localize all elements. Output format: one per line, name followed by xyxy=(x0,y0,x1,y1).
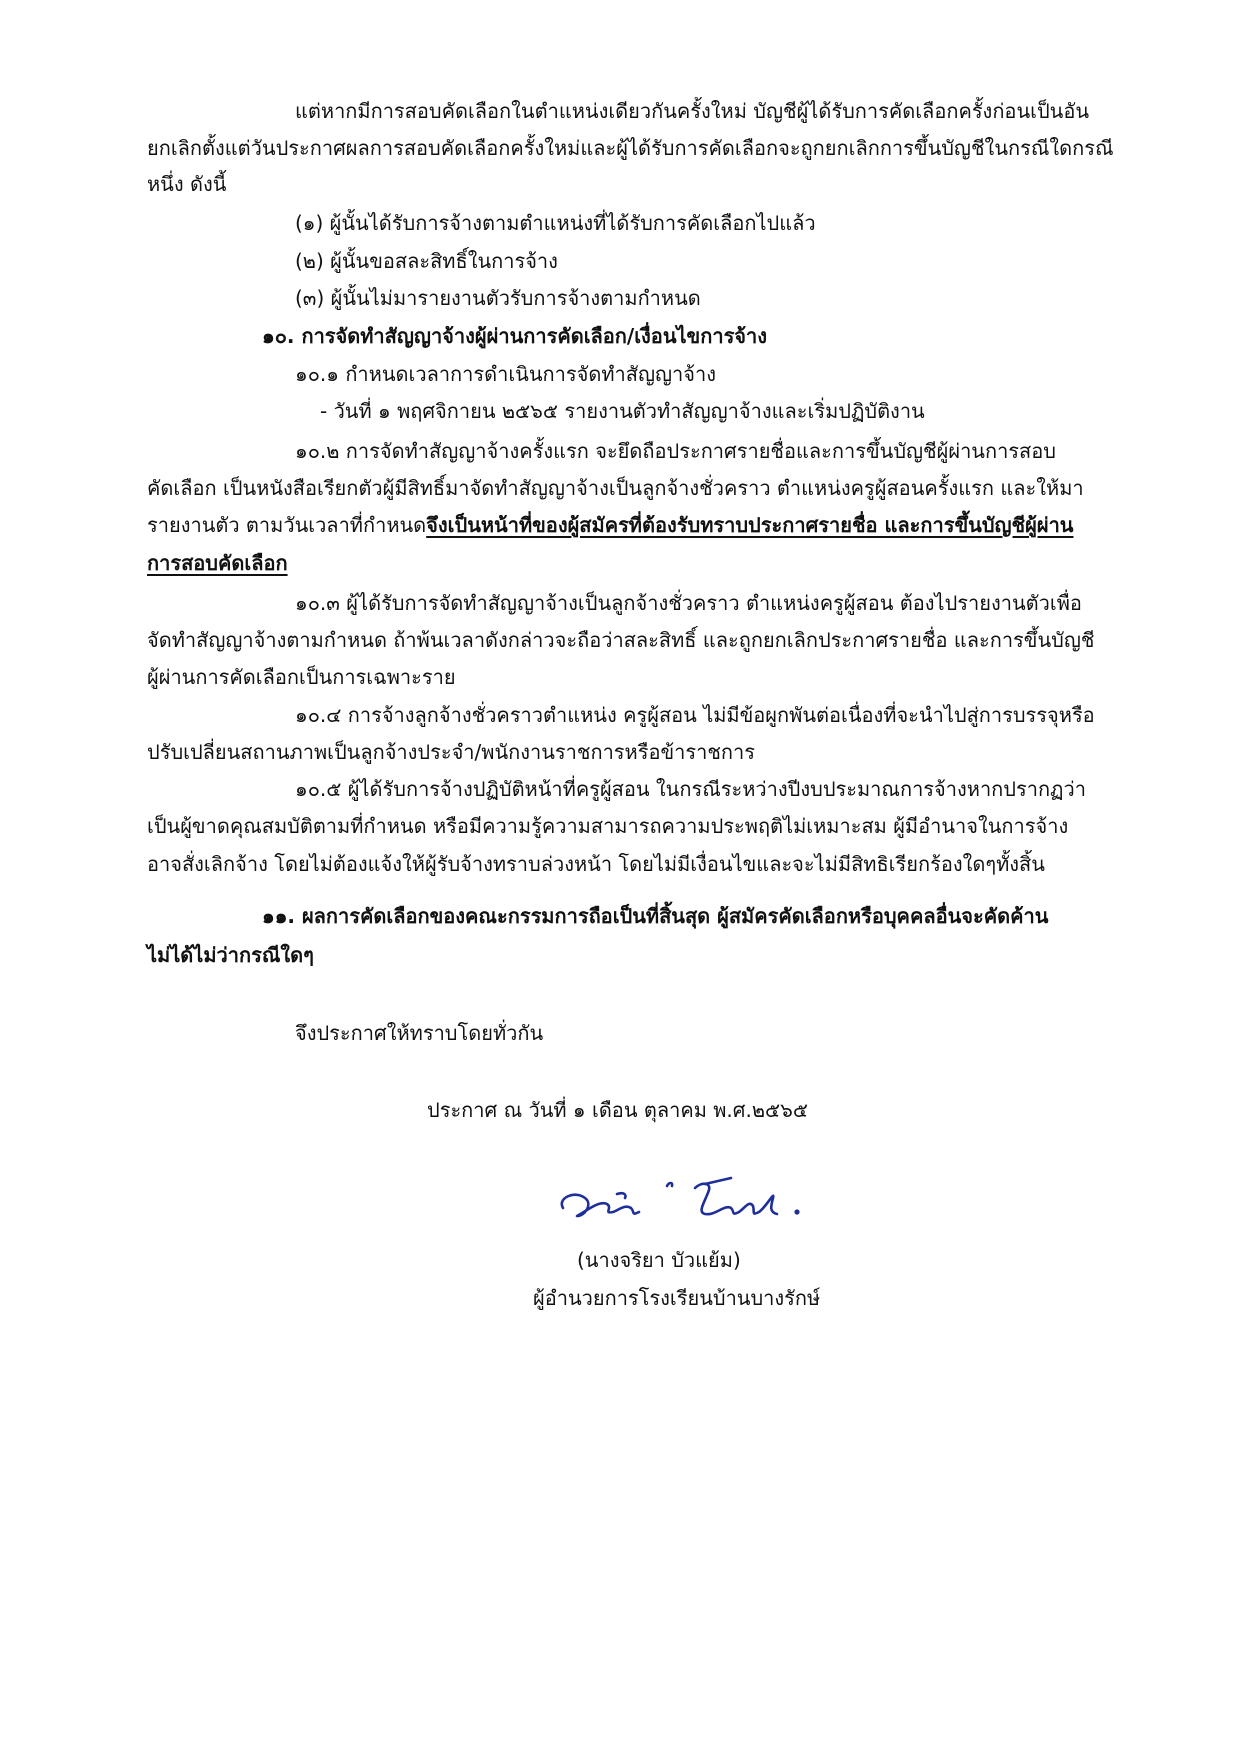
handwritten-signature xyxy=(555,1168,815,1238)
announcement-date: ประกาศ ณ วันที่ ๑ เดือน ตุลาคม พ.ศ.๒๕๖๕ xyxy=(427,1098,808,1122)
intro-line-3: หนึ่ง ดังนี้ xyxy=(147,172,227,196)
section-10-5-line-3: อาจสั่งเลิกจ้าง โดยไม่ต้องแจ้งให้ผู้รับจ้างทราบล่วงหน้า โดยไม่มีเงื่อนไขและจะไม่มีสิทธิเรียกร้องใดๆทั้งสิ้น xyxy=(147,852,1045,876)
section-10-3-line-3: ผู้ผ่านการคัดเลือกเป็นการเฉพาะราย xyxy=(147,665,456,689)
section-10-1-item: - วันที่ ๑ พฤศจิกายน ๒๕๖๕ รายงานตัวทำสัญญาจ้างและเริ่มปฏิบัติงาน xyxy=(320,399,925,423)
case-item-2: (๒) ผู้นั้นขอสละสิทธิ์ในการจ้าง xyxy=(295,249,558,273)
section-11-line-2: ไม่ได้ไม่ว่ากรณีใดๆ xyxy=(147,943,314,967)
intro-line-2: ยกเลิกตั้งแต่วันประกาศผลการสอบคัดเลือกครั้งใหม่และผู้ได้รับการคัดเลือกจะถูกยกเลิกการขึ้นบัญชีในกรณีใดกรณี xyxy=(147,136,1114,160)
signer-name: (นางจริยา บัวแย้ม) xyxy=(577,1248,741,1272)
section-10-5-line-2: เป็นผู้ขาดคุณสมบัติตามที่กำหนด หรือมีความรู้ความสามารถความประพฤติไม่เหมาะสม ผู้มีอำนาจในการจ้าง xyxy=(147,814,1069,838)
section-10-2-line-3 xyxy=(147,511,1073,539)
signer-title: ผู้อำนวยการโรงเรียนบ้านบางรักษ์ xyxy=(533,1286,821,1310)
intro-line-1: แต่หากมีการสอบคัดเลือกในตำแหน่งเดียวกันครั้งใหม่ บัญชีผู้ได้รับการคัดเลือกครั้งก่อนเป็นอัน xyxy=(295,99,1090,123)
section-11-line-1: ๑๑. ผลการคัดเลือกของคณะกรรมการถือเป็นที่สิ้นสุด ผู้สมัครคัดเลือกหรือบุคคลอื่นจะคัดค้าน xyxy=(262,904,1049,928)
section-10-2-line-2: คัดเลือก เป็นหนังสือเรียกตัวผู้มีสิทธิ์มาจัดทำสัญญาจ้างเป็นลูกจ้างชั่วคราว ตำแหน่งครูผู้สอนครั้งแรก และให้มา xyxy=(147,476,1084,500)
section-10-3-line-2: จัดทำสัญญาจ้างตามกำหนด ถ้าพ้นเวลาดังกล่าวจะถือว่าสละสิทธิ์ และถูกยกเลิกประกาศรายชื่อ และการขึ้นบัญชี xyxy=(147,628,1095,652)
section-10-4-line-2: ปรับเปลี่ยนสถานภาพเป็นลูกจ้างประจำ/พนักงานราชการหรือข้าราชการ xyxy=(147,740,756,764)
case-item-1: (๑) ผู้นั้นได้รับการจ้างตามตำแหน่งที่ได้รับการคัดเลือกไปแล้ว xyxy=(295,211,816,235)
section-10-heading: ๑๐. การจัดทำสัญญาจ้างผู้ผ่านการคัดเลือก/เงื่อนไขการจ้าง xyxy=(262,324,768,348)
case-item-3: (๓) ผู้นั้นไม่มารายงานตัวรับการจ้างตามกำหนด xyxy=(295,286,701,310)
section-10-1: ๑๐.๑ กำหนดเวลาการดำเนินการจัดทำสัญญาจ้าง xyxy=(295,362,716,386)
section-10-5-line-1: ๑๐.๕ ผู้ได้รับการจ้างปฏิบัติหน้าที่ครูผู้สอน ในกรณีระหว่างปีงบประมาณการจ้างหากปรากฏว่า xyxy=(295,777,1086,801)
section-10-4-line-1: ๑๐.๔ การจ้างลูกจ้างชั่วคราวตำแหน่ง ครูผู้สอน ไม่มีข้อผูกพันต่อเนื่องที่จะนำไปสู่การบรรจุหรือ xyxy=(295,703,1095,727)
section-10-2-emphasis: จึงเป็นหน้าที่ของผู้สมัครที่ต้องรับทราบประกาศรายชื่อ และการขึ้นบัญชีผู้ผ่าน xyxy=(426,513,1074,537)
section-10-2-line-4: การสอบคัดเลือก xyxy=(147,551,288,575)
section-10-3-line-1: ๑๐.๓ ผู้ได้รับการจัดทำสัญญาจ้างเป็นลูกจ้างชั่วคราว ตำแหน่งครูผู้สอน ต้องไปรายงานตัวเพื่อ xyxy=(295,591,1082,615)
closing-announcement: จึงประกาศให้ทราบโดยทั่วกัน xyxy=(295,1021,544,1045)
section-10-2-line-3-plain: รายงานตัว ตามวันเวลาที่กำหนด xyxy=(147,513,427,537)
section-10-2-line-1: ๑๐.๒ การจัดทำสัญญาจ้างครั้งแรก จะยึดถือประกาศรายชื่อและการขึ้นบัญชีผู้ผ่านการสอบ xyxy=(295,439,1056,463)
